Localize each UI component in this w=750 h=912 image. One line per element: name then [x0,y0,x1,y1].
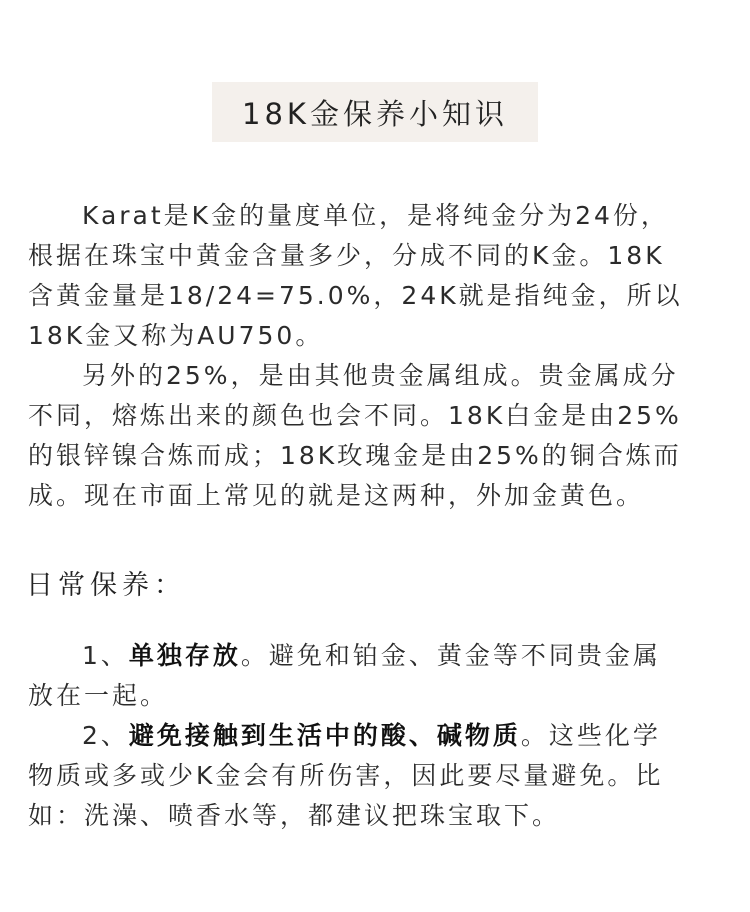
text-line: 物质或多或少K金会有所伤害，因此要尽量避免。比 [28,761,664,790]
care-item-first-line [28,636,728,676]
composition-paragraph [28,356,728,516]
text-line: 根据在珠宝中黄金含量多少，分成不同的K金。18K [28,241,665,270]
text-line: 的银锌镍合炼而成；18K玫瑰金是由25%的铜合炼而 [28,441,682,470]
care-item-1 [28,636,728,716]
care-item-number: 1、 [82,641,129,670]
care-item-first-line [28,716,728,756]
care-heading: 日常保养： [26,570,186,601]
care-item-text: 。避免和铂金、黄金等不同贵金属 [240,641,661,670]
text-line: 含黄金量是18/24=75.0%，24K就是指纯金，所以 [28,281,683,310]
care-item-bold-text: 单独存放 [128,641,241,670]
intro-paragraph [28,196,728,356]
text-line: Karat是K金的量度单位，是将纯金分为24份， [82,201,669,230]
text-line: 成。现在市面上常见的就是这两种，外加金黄色。 [28,481,645,510]
title-banner [212,82,538,142]
text-line: 另外的25%，是由其他贵金属组成。贵金属成分 [82,361,679,390]
care-item-number: 2、 [82,721,129,750]
care-item-2 [28,716,728,836]
page-title: 18K金保养小知识 [242,96,508,131]
care-item-text: 。这些化学 [520,721,661,750]
text-line: 如：洗澡、喷香水等，都建议把珠宝取下。 [28,801,561,830]
text-line: 18K金又称为AU750。 [28,321,324,350]
care-item-bold-text: 避免接触到生活中的酸、碱物质 [128,721,521,750]
text-line: 不同，熔炼出来的颜色也会不同。18K白金是由25% [28,401,682,430]
text-line: 放在一起。 [28,681,169,710]
